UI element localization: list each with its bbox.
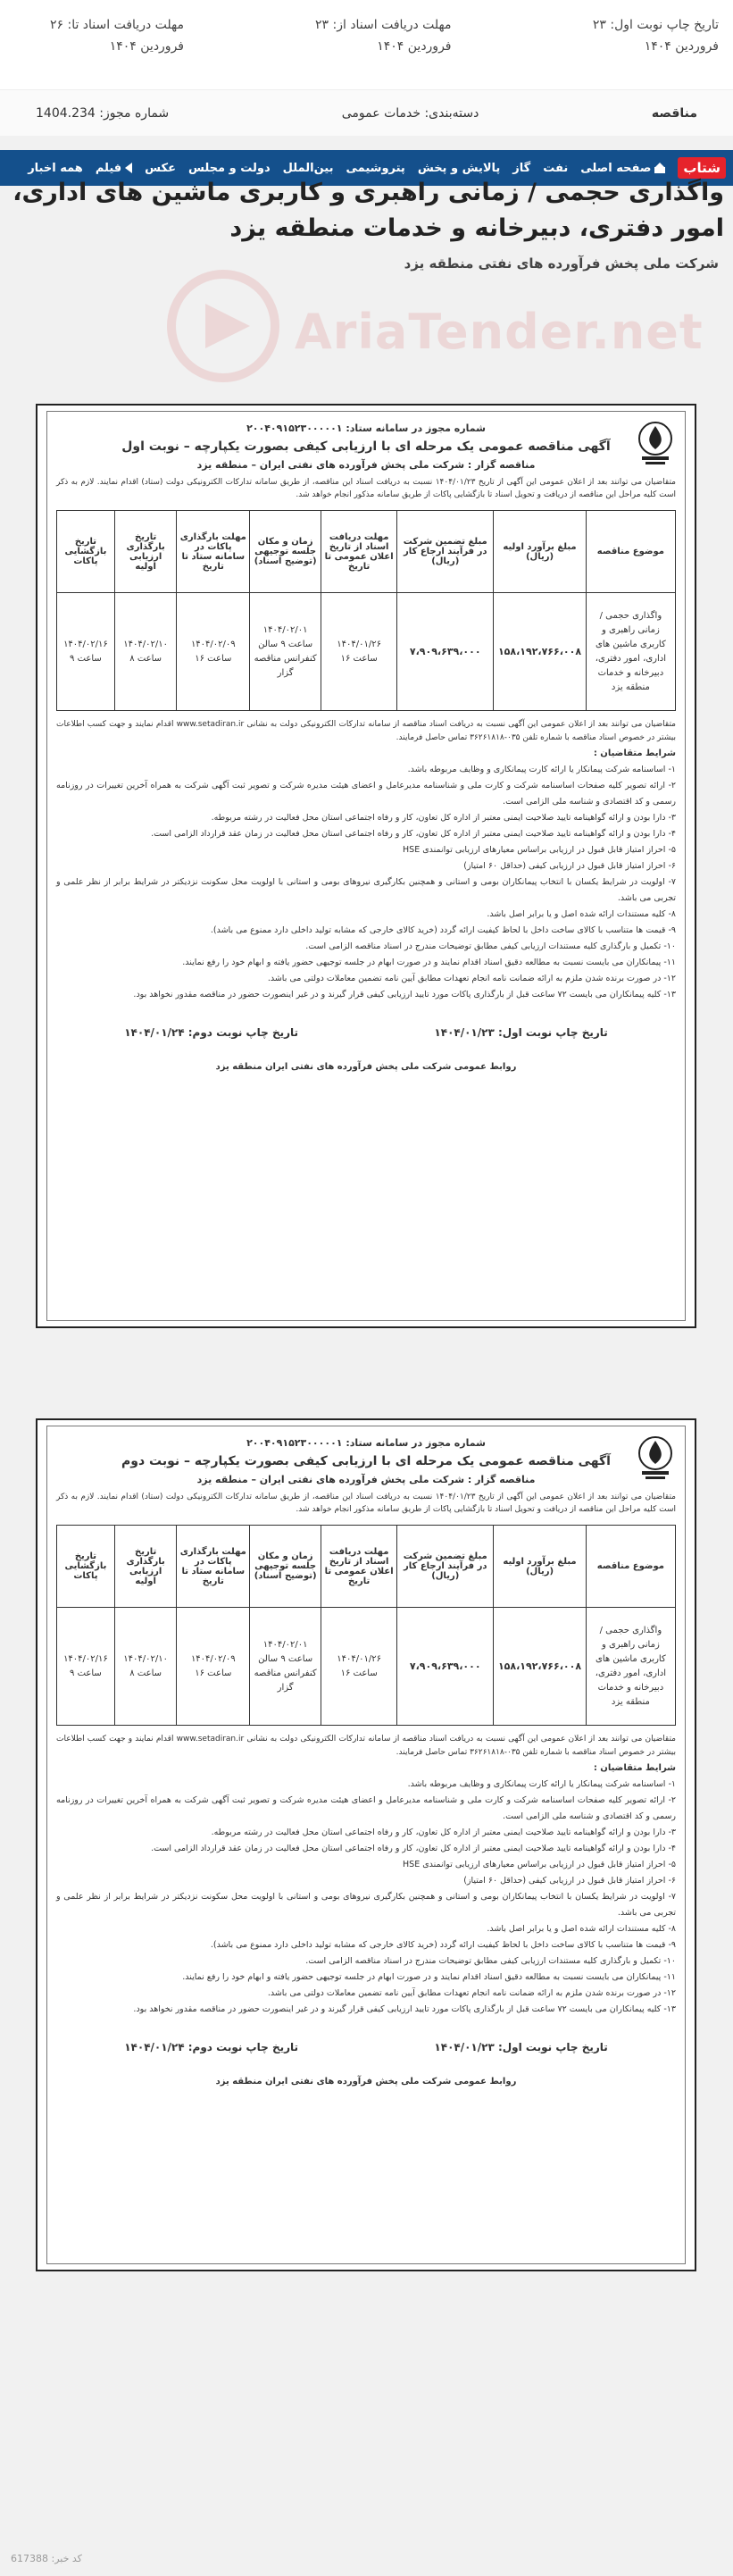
list-item: ۶- احراز امتیاز قابل قبول در ارزیابی کیفی (حداقل ۶۰ امتیاز) xyxy=(463,861,676,871)
terms-title: شرایط متقاضیان : xyxy=(593,749,676,758)
print-dates xyxy=(56,2041,676,2053)
list-item: ۳- دارا بودن و ارائه گواهینامه تایید صلاحیت ایمنی معتبر از اداره کل تعاون، کار و رفاه اجتماعی استان محل فعالیت در رشته مربوطه. xyxy=(211,1827,676,1837)
nav-photo[interactable]: عکس xyxy=(145,161,176,175)
play-icon xyxy=(125,163,132,173)
nav-video[interactable] xyxy=(96,162,132,175)
nav-home[interactable] xyxy=(580,162,665,175)
col-eval-date: تاریخ بارگذاری ارزیابی اولیه xyxy=(114,1526,177,1608)
list-item: ۱۲- در صورت برنده شدن ملزم به ارائه ضمانت نامه انجام تعهدات مطابق آیین نامه تضمین معاملات دولتی می باشد. xyxy=(267,1988,676,1998)
site-logo[interactable]: شتاب xyxy=(678,157,726,179)
notice-table xyxy=(56,1525,676,1726)
list-item: ۴- دارا بودن و ارائه گواهینامه تایید صلاحیت ایمنی معتبر از اداره کل تعاون، کار و رفاه اجتماعی استان محل فعالیت در زمان عقد قرارداد الزامی است. xyxy=(151,1844,676,1853)
table-header-row xyxy=(57,511,676,593)
notice-permit: شماره مجوز در سامانه ستاد: ۲۰۰۴۰۹۱۵۲۳۰۰۰۰۰۱ xyxy=(246,422,486,434)
page-company: شرکت ملی پخش فرآورده های نفتی منطقه یزد xyxy=(404,255,719,272)
notice-subheading: مناقصه گزار : شرکت ملی پخش فرآورده های نفتی ایران – منطقه یزد xyxy=(196,459,536,471)
cell-subject: واگذاری حجمی / زمانی راهبری و کاربری ماشین های اداری، امور دفتری، دبیرخانه و خدمات منطقه یزد xyxy=(586,1608,675,1726)
notice-footer: روابط عمومی شرکت ملی پخش فرآورده های نفتی ایران منطقه یزد xyxy=(215,1062,517,1072)
page-title: واگذاری حجمی / زمانی راهبری و کاربری ماشین های اداری، امور دفتری، دبیرخانه و خدمات منطقه یزد xyxy=(12,179,724,242)
notice-second xyxy=(36,1418,696,2271)
terms-title: شرایط متقاضیان : xyxy=(593,1763,676,1773)
table-row xyxy=(57,1608,676,1726)
date-first: تاریخ چاپ نوبت اول: ۱۴۰۴/۰۱/۲۳ xyxy=(434,2041,608,2053)
notice-table xyxy=(56,510,676,711)
notice-permit: شماره مجوز در سامانه ستاد: ۲۰۰۴۰۹۱۵۲۳۰۰۰۰۰۱ xyxy=(246,1437,486,1449)
terms-list xyxy=(56,1777,676,2018)
col-meeting: زمان و مکان جلسه توجیهی (توضیح اسناد) xyxy=(250,511,321,593)
nav-oil[interactable]: نفت xyxy=(543,161,569,175)
print-date: تاریخ چاپ نوبت اول: ۲۳ فروردین ۱۴۰۴ xyxy=(592,18,719,54)
list-item: ۱۲- در صورت برنده شدن ملزم به ارائه ضمانت نامه انجام تعهدات مطابق آیین نامه تضمین معاملات دولتی می باشد. xyxy=(267,974,676,983)
col-eval-date: تاریخ بارگذاری ارزیابی اولیه xyxy=(114,511,177,593)
notice-heading: آگهی مناقصه عمومی یک مرحله ای با ارزیابی کیفی بصورت یکپارچه – نوبت دوم xyxy=(121,1454,611,1468)
cell-doc-deadline: ۱۴۰۴/۰۱/۲۶ ساعت ۱۶ xyxy=(321,1608,397,1726)
col-doc-deadline: مهلت دریافت اسناد از تاریخ اعلان عمومی تا تاریخ xyxy=(321,1526,397,1608)
cell-guarantee: ۷،۹۰۹،۶۳۹،۰۰۰ xyxy=(397,593,494,711)
nav-petrochemical[interactable]: پتروشیمی xyxy=(346,161,405,175)
cell-guarantee: ۷،۹۰۹،۶۳۹،۰۰۰ xyxy=(397,1608,494,1726)
notice-intro: متقاضیان می توانند بعد از اعلان عمومی این آگهی از تاریخ ۱۴۰۴/۰۱/۲۳ نسبت به دریافت اسناد این مناقصه، از طریق سامانه تدارکات الکترونیکی دولت (ستاد) اقدام نمایند. لازم به ذکر است کلیه مراحل این مناقصه از دریافت و تحویل اسناد تا بازگشایی پاکات از طریق سامانه مذکور انجام خواهد شد. xyxy=(56,1493,677,1514)
home-icon xyxy=(654,163,665,173)
list-item: ۱- اساسنامه شرکت پیمانکار یا ارائه کارت پیمانکاری و وظایف مربوطه باشد. xyxy=(407,765,676,774)
news-code: کد خبر: 617388 xyxy=(11,2553,82,2564)
cell-doc-deadline: ۱۴۰۴/۰۱/۲۶ ساعت ۱۶ xyxy=(321,593,397,711)
col-guarantee: مبلغ تضمین شرکت در فرآیند ارجاع کار (ریال) xyxy=(397,511,494,593)
tender-category: دسته‌بندی: خدمات عمومی xyxy=(341,105,479,121)
list-item: ۱۳- کلیه پیمانکاران می بایست ۷۲ ساعت قبل از بارگذاری پاکات مورد تایید ارزیابی کیفی قرار گیرند و در غیر اینصورت حضور در مناقصه مقدور نخواهد بود. xyxy=(133,2004,676,2014)
nav-gas[interactable]: گاز xyxy=(512,161,531,175)
nav-all-news[interactable]: همه اخبار xyxy=(28,161,83,175)
terms-list xyxy=(56,762,676,1003)
notice-footer: روابط عمومی شرکت ملی پخش فرآورده های نفتی ایران منطقه یزد xyxy=(215,2077,517,2087)
watermark-logo xyxy=(161,268,704,393)
notice-first xyxy=(36,404,696,1328)
list-item: ۸- کلیه مستندات ارائه شده اصل و یا برابر اصل باشد. xyxy=(487,1924,676,1934)
col-subject: موضوع مناقصه xyxy=(586,1526,675,1608)
list-item: ۱۱- پیمانکاران می بایست نسبت به مطالعه دقیق اسناد اقدام نمایند و در صورت ابهام در جلسه توجیهی حضور یافته و ابهام خود را رفع نمایند. xyxy=(182,1972,676,1982)
tender-meta-row xyxy=(0,89,733,136)
notice-subheading: مناقصه گزار : شرکت ملی پخش فرآورده های نفتی ایران – منطقه یزد xyxy=(196,1474,536,1485)
list-item: ۸- کلیه مستندات ارائه شده اصل و یا برابر اصل باشد. xyxy=(487,909,676,919)
list-item: ۱۰- تکمیل و بارگذاری کلیه مستندات ارزیابی کیفی مطابق توضیحات مندرج در اسناد مناقصه الزامی است. xyxy=(305,1956,676,1966)
col-meeting: زمان و مکان جلسه توجیهی (توضیح اسناد) xyxy=(250,1526,321,1608)
list-item: ۱۰- تکمیل و بارگذاری کلیه مستندات ارزیابی کیفی مطابق توضیحات مندرج در اسناد مناقصه الزامی است. xyxy=(305,941,676,951)
tender-dates-row xyxy=(0,14,733,57)
notice-intro: متقاضیان می توانند بعد از اعلان عمومی این آگهی از تاریخ ۱۴۰۴/۰۱/۲۳ نسبت به دریافت اسناد این مناقصه، از طریق سامانه تدارکات الکترونیکی دولت (ستاد) اقدام نمایند. لازم به ذکر است کلیه مراحل این مناقصه از دریافت و تحویل اسناد تا بازگشایی پاکات از طریق سامانه مذکور انجام خواهد شد. xyxy=(56,478,677,499)
tender-info-card xyxy=(0,0,733,136)
date-second: تاریخ چاپ نوبت دوم: ۱۴۰۴/۰۱/۲۴ xyxy=(124,2041,299,2053)
cell-opening-date: ۱۴۰۴/۰۲/۱۶ ساعت ۹ xyxy=(57,593,115,711)
col-guarantee: مبلغ تضمین شرکت در فرآیند ارجاع کار (ریال) xyxy=(397,1526,494,1608)
nioc-logo-icon xyxy=(633,419,678,465)
col-opening-date: تاریخ بازگشایی پاکات xyxy=(57,511,115,593)
cell-estimate: ۱۵۸،۱۹۲،۷۶۶،۰۰۸ xyxy=(494,593,587,711)
list-item: ۷- اولویت در شرایط یکسان با انتخاب پیمانکاران بومی و استانی و همچنین بکارگیری نیروهای بومی و استانی با اولویت محل سکونت نزدیکتر در شرایط برابر از نظر علمی و تجربی می باشد. xyxy=(56,877,676,903)
cell-estimate: ۱۵۸،۱۹۲،۷۶۶،۰۰۸ xyxy=(494,1608,587,1726)
tender-type: مناقصه xyxy=(651,105,697,121)
cell-subject: واگذاری حجمی / زمانی راهبری و کاربری ماشین های اداری، امور دفتری، دبیرخانه و خدمات منطقه یزد xyxy=(586,593,675,711)
date-first: تاریخ چاپ نوبت اول: ۱۴۰۴/۰۱/۲۳ xyxy=(434,1026,608,1039)
cell-upload-deadline: ۱۴۰۴/۰۲/۰۹ ساعت ۱۶ xyxy=(177,593,250,711)
nav-international[interactable]: بین‌الملل xyxy=(282,161,334,175)
list-item: ۴- دارا بودن و ارائه گواهینامه تایید صلاحیت ایمنی معتبر از اداره کل تعاون، کار و رفاه اجتماعی استان محل فعالیت در زمان عقد قرارداد الزامی است. xyxy=(151,829,676,839)
list-item: ۲- ارائه تصویر کلیه صفحات اساسنامه شرکت و کارت ملی و شناسنامه مدیرعامل و اعضای هیئت مدیره شرکت و تصویر ثبت آگهی شرکت به همراه آخرین تغییرات در روزنامه رسمی و کد اقتصادی و شناسه ملی الزامی است. xyxy=(56,1795,676,1821)
cell-meeting: ۱۴۰۴/۰۲/۰۱ ساعت ۹ سالن کنفرانس مناقصه گزار xyxy=(250,593,321,711)
col-estimate: مبلغ برآورد اولیه (ریال) xyxy=(494,1526,587,1608)
col-doc-deadline: مهلت دریافت اسناد از تاریخ اعلان عمومی تا تاریخ xyxy=(321,511,397,593)
receive-until-date: مهلت دریافت اسناد تا: ۲۶ فروردین ۱۴۰۴ xyxy=(49,18,184,54)
col-subject: موضوع مناقصه xyxy=(586,511,675,593)
nav-refining[interactable]: پالایش و پخش xyxy=(417,161,501,175)
list-item: ۱۳- کلیه پیمانکاران می بایست ۷۲ ساعت قبل از بارگذاری پاکات مورد تایید ارزیابی کیفی قرار گیرند و در غیر اینصورت حضور در مناقصه مقدور نخواهد بود. xyxy=(133,990,676,999)
list-item: ۷- اولویت در شرایط یکسان با انتخاب پیمانکاران بومی و استانی و همچنین بکارگیری نیروهای بومی و استانی با اولویت محل سکونت نزدیکتر در شرایط برابر از نظر علمی و تجربی می باشد. xyxy=(56,1892,676,1918)
list-item: ۱۱- پیمانکاران می بایست نسبت به مطالعه دقیق اسناد اقدام نمایند و در صورت ابهام در جلسه توجیهی حضور یافته و ابهام خود را رفع نمایند. xyxy=(182,958,676,967)
notice-paragraph: متقاضیان می توانند بعد از اعلان عمومی این آگهی نسبت به دریافت اسناد مناقصه از سامانه تدارکات الکترونیکی دولت به نشانی www.setadiran.ir اقدام نمایند و جهت کسب اطلاعات بیشتر در خصوص اسناد مناقصه با شماره تلفن ۰۳۵-۳۶۲۶۱۸۱۸ تماس حاصل فرمایند. xyxy=(56,1735,676,1757)
list-item: ۲- ارائه تصویر کلیه صفحات اساسنامه شرکت و کارت ملی و شناسنامه مدیرعامل و اعضای هیئت مدیره شرکت و تصویر ثبت آگهی شرکت به همراه آخرین تغییرات در روزنامه رسمی و کد اقتصادی و شناسه ملی الزامی است. xyxy=(56,781,676,807)
list-item: ۹- قیمت ها متناسب با کالای ساخت داخل با لحاظ کیفیت ارائه گردد (خرید کالای خارجی که مشابه تولید داخلی دارد ممنوع می باشد). xyxy=(210,1940,676,1950)
receive-from-date: مهلت دریافت اسناد از: ۲۳ فروردین ۱۴۰۴ xyxy=(315,18,452,54)
cell-opening-date: ۱۴۰۴/۰۲/۱۶ ساعت ۹ xyxy=(57,1608,115,1726)
table-row xyxy=(57,593,676,711)
cell-eval-date: ۱۴۰۴/۰۲/۱۰ ساعت ۸ xyxy=(114,1608,177,1726)
list-item: ۵- احراز امتیاز قابل قبول در ارزیابی براساس معیارهای ارزیابی توانمندی HSE xyxy=(403,845,676,855)
watermark-icon xyxy=(161,268,286,384)
notice-heading: آگهی مناقصه عمومی یک مرحله ای با ارزیابی کیفی بصورت یکپارچه – نوبت اول xyxy=(121,439,611,454)
table-header-row xyxy=(57,1526,676,1608)
cell-meeting: ۱۴۰۴/۰۲/۰۱ ساعت ۹ سالن کنفرانس مناقصه گزار xyxy=(250,1608,321,1726)
nioc-logo-icon xyxy=(633,1434,678,1480)
nav-home-label: صفحه اصلی xyxy=(580,161,652,175)
tender-permit: شماره مجوز: 1404.234 xyxy=(36,105,170,121)
col-opening-date: تاریخ بازگشایی پاکات xyxy=(57,1526,115,1608)
watermark-text: AriaTender.net xyxy=(295,304,704,360)
cell-eval-date: ۱۴۰۴/۰۲/۱۰ ساعت ۸ xyxy=(114,593,177,711)
list-item: ۵- احراز امتیاز قابل قبول در ارزیابی براساس معیارهای ارزیابی توانمندی HSE xyxy=(403,1860,676,1869)
col-upload-deadline: مهلت بارگذاری پاکات در سامانه ستاد تا تاریخ xyxy=(177,511,250,593)
list-item: ۱- اساسنامه شرکت پیمانکار یا ارائه کارت پیمانکاری و وظایف مربوطه باشد. xyxy=(407,1779,676,1789)
cell-upload-deadline: ۱۴۰۴/۰۲/۰۹ ساعت ۱۶ xyxy=(177,1608,250,1726)
col-estimate: مبلغ برآورد اولیه (ریال) xyxy=(494,511,587,593)
nav-government[interactable]: دولت و مجلس xyxy=(187,161,271,175)
list-item: ۹- قیمت ها متناسب با کالای ساخت داخل با لحاظ کیفیت ارائه گردد (خرید کالای خارجی که مشابه تولید داخلی دارد ممنوع می باشد). xyxy=(210,925,676,935)
list-item: ۳- دارا بودن و ارائه گواهینامه تایید صلاحیت ایمنی معتبر از اداره کل تعاون، کار و رفاه اجتماعی استان محل فعالیت در رشته مربوطه. xyxy=(211,813,676,823)
nav-video-label: فیلم xyxy=(95,161,122,175)
col-upload-deadline: مهلت بارگذاری پاکات در سامانه ستاد تا تاریخ xyxy=(177,1526,250,1608)
date-second: تاریخ چاپ نوبت دوم: ۱۴۰۴/۰۱/۲۴ xyxy=(124,1026,299,1039)
list-item: ۶- احراز امتیاز قابل قبول در ارزیابی کیفی (حداقل ۶۰ امتیاز) xyxy=(463,1876,676,1886)
print-dates xyxy=(56,1026,676,1039)
notice-paragraph: متقاضیان می توانند بعد از اعلان عمومی این آگهی نسبت به دریافت اسناد مناقصه از سامانه تدارکات الکترونیکی دولت به نشانی www.setadiran.ir اقدام نمایند و جهت کسب اطلاعات بیشتر در خصوص اسناد مناقصه با شماره تلفن ۰۳۵-۳۶۲۶۱۸۱۸ تماس حاصل فرمایند. xyxy=(56,720,676,742)
